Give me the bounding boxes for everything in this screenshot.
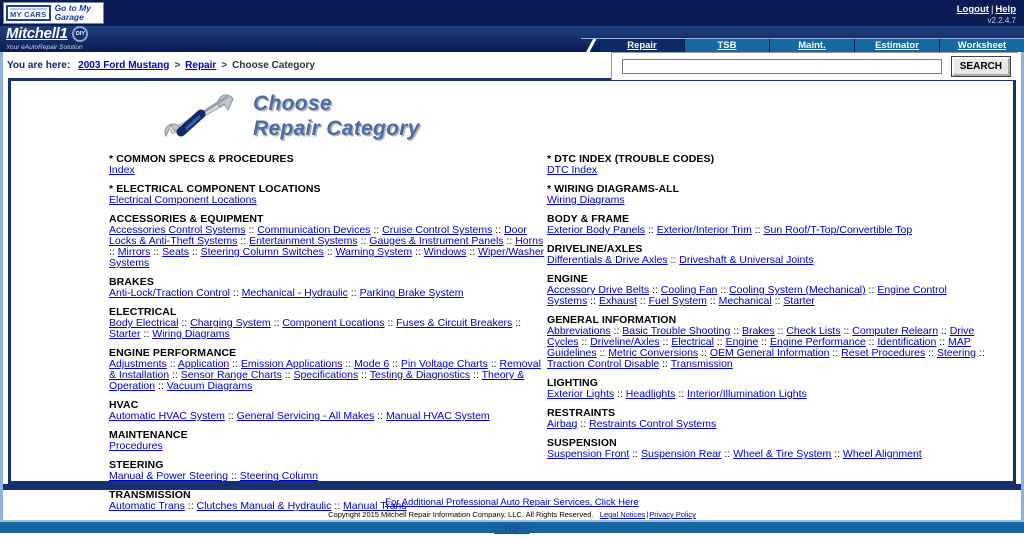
link-separator: :: (169, 369, 181, 381)
diy-badge-icon: DIY (72, 26, 88, 42)
category-link[interactable]: Application (177, 358, 230, 370)
link-separator: :: (610, 325, 623, 337)
category-link[interactable]: Exhaust (598, 295, 637, 307)
category-link[interactable]: Airbag (547, 418, 578, 430)
category-links (547, 255, 985, 266)
link-separator: :: (492, 224, 505, 236)
category-link[interactable]: Abbreviations (547, 325, 611, 337)
link-separator: :: (466, 246, 479, 258)
category-link[interactable]: Transmission (670, 358, 733, 370)
link-separator: :: (659, 336, 672, 348)
mitchell1-logo (6, 26, 88, 54)
category-link[interactable]: Removal & Installation (109, 358, 541, 381)
link-separator: :: (865, 336, 878, 348)
link-separator: :: (503, 235, 516, 247)
breadcrumb-current-page: Choose Category (232, 59, 315, 71)
category-section (109, 459, 547, 482)
link-separator: :: (925, 347, 937, 359)
breadcrumb-repair-link[interactable]: Repair (185, 59, 217, 71)
link-separator: :: (166, 358, 178, 370)
category-heading: ELECTRICAL (109, 306, 177, 318)
category-link[interactable]: Computer Relearn (852, 325, 939, 337)
category-link[interactable]: Steering Column Switches (200, 246, 324, 258)
link-separator: :: (155, 380, 167, 392)
brand-wordmark: Mitchell1 (6, 25, 68, 43)
link-separator: :: (237, 235, 250, 247)
category-links (547, 285, 985, 307)
category-link[interactable]: Seats (162, 246, 189, 258)
category-link[interactable]: Interior/Illumination Lights (687, 388, 807, 400)
category-link[interactable]: Check Lists (786, 325, 841, 337)
category-link[interactable]: OEM General Information (709, 347, 830, 359)
link-separator: :: (188, 246, 201, 258)
category-heading: LIGHTING (547, 377, 598, 389)
category-section (109, 306, 547, 340)
session-links (957, 4, 1016, 25)
category-link[interactable]: Driveshaft & Universal Joints (679, 254, 814, 266)
category-heading: TRANSMISSION (109, 489, 191, 501)
category-links (109, 411, 547, 422)
category-link[interactable]: Theory & Operation (109, 369, 525, 392)
link-separator: :: (629, 448, 641, 460)
category-link[interactable]: Mechanical (718, 295, 772, 307)
link-separator: :: (331, 500, 344, 512)
category-heading: RESTRAINTS (547, 407, 616, 419)
category-column-right (547, 153, 985, 519)
category-link[interactable]: Component Locations (282, 317, 385, 329)
link-separator: :: (358, 369, 370, 381)
link-separator: :: (577, 418, 590, 430)
link-separator: :: (224, 410, 237, 422)
category-link[interactable]: Mirrors (117, 246, 151, 258)
category-link[interactable]: Brakes (741, 325, 775, 337)
category-link[interactable]: Engine (725, 336, 759, 348)
category-links (547, 389, 985, 400)
category-link[interactable]: Body Electrical (109, 317, 179, 329)
top-bar (0, 0, 1024, 26)
category-link[interactable]: Mechanical - Hydraulic (241, 287, 348, 299)
link-separator: :: (374, 410, 386, 422)
category-section (547, 407, 985, 430)
my-garage-button[interactable] (3, 2, 104, 24)
link-separator: :: (184, 500, 197, 512)
category-section (547, 243, 985, 266)
help-link[interactable]: Help (995, 4, 1016, 15)
link-separator: :: (840, 325, 853, 337)
category-links (547, 326, 985, 370)
category-heading: GENERAL INFORMATION (547, 314, 677, 326)
go-to-my-garage-label: Go to My Garage (54, 3, 91, 22)
search-input[interactable] (622, 59, 942, 74)
category-link[interactable]: Wheel Alignment (842, 448, 922, 460)
link-separator: :: (342, 358, 355, 370)
category-heading: MAINTENANCE (109, 429, 188, 441)
category-link[interactable]: Engine Performance (769, 336, 866, 348)
link-separator: :: (347, 287, 360, 299)
link-separator: :: (229, 358, 241, 370)
category-link[interactable]: Fuel System (648, 295, 707, 307)
link-separator: :: (323, 246, 336, 258)
category-link[interactable]: Starter (783, 295, 815, 307)
category-link[interactable]: Manual & Power Steering (109, 470, 229, 482)
links-pipe: | (990, 4, 994, 15)
category-link[interactable]: Driveline/Axles (590, 336, 660, 348)
category-link[interactable]: Automatic Trans (109, 500, 185, 512)
category-link[interactable]: Electrical Component Locations (109, 194, 257, 206)
link-separator: :: (675, 388, 688, 400)
category-link[interactable]: Warning System (335, 246, 413, 258)
professional-services-link[interactable]: For Additional Professional Auto Repair Services, Click Here (385, 497, 639, 508)
link-separator: :: (645, 224, 657, 236)
category-link[interactable]: Drive Cycles (547, 325, 975, 348)
category-link[interactable]: Suspension Rear (640, 448, 722, 460)
category-links (109, 288, 547, 299)
category-link[interactable]: Emission Applications (240, 358, 343, 370)
category-link[interactable]: Mode 6 (354, 358, 390, 370)
link-separator: :: (730, 325, 742, 337)
category-link[interactable]: Traction Control Disable (547, 358, 660, 370)
link-separator: :: (357, 235, 370, 247)
link-separator: :: (150, 246, 163, 258)
tab-estimator[interactable]: Estimator (854, 39, 939, 52)
category-link[interactable]: Electrical (671, 336, 714, 348)
category-link[interactable]: Windows (423, 246, 467, 258)
link-separator: :: (771, 295, 784, 307)
category-link[interactable]: Fuses & Circuit Breakers (396, 317, 513, 329)
category-section (109, 213, 547, 269)
footer-pipe: | (646, 510, 649, 519)
category-link[interactable]: Reset Procedures (841, 347, 926, 359)
tab-bar (581, 38, 1024, 52)
category-link[interactable]: Wiper/Washer Systems (109, 246, 545, 269)
search-button[interactable]: SEARCH (952, 57, 1010, 76)
category-link[interactable]: Automatic HVAC System (109, 410, 225, 422)
category-heading: * COMMON SPECS & PROCEDURES (109, 153, 294, 165)
link-separator: :: (865, 284, 878, 296)
copyright-text: Copyright 2015 Mitchell Repair Information Company, LLC. All Rights Reserved. (328, 510, 594, 519)
link-separator: :: (829, 347, 842, 359)
link-separator: :: (512, 317, 522, 329)
category-link[interactable]: Cooling System (Mechanical) (729, 284, 866, 296)
category-heading: SUSPENSION (547, 437, 617, 449)
page-title-line2: Repair Category (253, 117, 420, 140)
link-separator: :: (614, 388, 626, 400)
category-heading: * ELECTRICAL COMPONENT LOCATIONS (109, 183, 321, 195)
logo-bar (0, 26, 1024, 52)
link-separator: :: (140, 328, 153, 340)
repair-tools-icon (161, 91, 239, 141)
breadcrumb-separator: > (174, 59, 181, 71)
link-separator: :: (751, 224, 764, 236)
link-separator: :: (938, 325, 950, 337)
category-link[interactable]: Wheel & Tire System (733, 448, 832, 460)
link-separator: :: (758, 336, 770, 348)
link-separator: :: (412, 246, 424, 258)
category-links (109, 165, 547, 176)
category-link[interactable]: Steering (936, 347, 976, 359)
category-heading: ACCESSORIES & EQUIPMENT (109, 213, 264, 225)
category-link[interactable]: Door Locks & Anti-Theft Systems (109, 224, 527, 247)
breadcrumb-vehicle-link[interactable]: 2003 Ford Mustang (78, 59, 170, 71)
category-links (109, 471, 547, 482)
link-separator: :: (228, 470, 240, 482)
link-separator: :: (831, 448, 843, 460)
tab-tsb[interactable]: TSB (684, 39, 769, 52)
category-links (109, 318, 547, 340)
category-link[interactable]: Cruise Control Systems (382, 224, 493, 236)
brand-tagline: Your eAutoRepair Solution (6, 44, 83, 51)
category-link[interactable]: Testing & Diagnostics (369, 369, 471, 381)
link-separator: :: (487, 358, 500, 370)
category-heading: STEERING (109, 459, 164, 471)
link-separator: :: (936, 336, 949, 348)
category-heading: * DTC INDEX (TROUBLE CODES) (547, 153, 715, 165)
category-link[interactable]: Adjustments (109, 358, 167, 370)
category-section (109, 183, 547, 206)
category-heading: HVAC (109, 399, 139, 411)
link-separator: :: (774, 325, 787, 337)
category-links (109, 195, 547, 206)
category-section (547, 377, 985, 400)
category-link[interactable]: Procedures (109, 440, 163, 452)
category-link[interactable]: Pin Voltage Charts (400, 358, 488, 370)
category-link[interactable]: Specifications (293, 369, 359, 381)
category-section (109, 153, 547, 176)
link-separator: :: (649, 284, 661, 296)
link-separator: :: (384, 317, 397, 329)
link-separator: :: (717, 284, 730, 296)
category-heading: ENGINE PERFORMANCE (109, 347, 237, 359)
category-link[interactable]: Sun Roof/T-Top/Convertible Top (763, 224, 913, 236)
category-link[interactable]: Cooling Fan (660, 284, 718, 296)
category-link[interactable]: Metric Conversions (608, 347, 699, 359)
category-link[interactable]: Steering Column (239, 470, 318, 482)
category-section (547, 183, 985, 206)
category-column-left (109, 153, 547, 519)
category-links (109, 441, 547, 452)
link-separator: :: (587, 295, 599, 307)
category-links (547, 449, 985, 460)
category-heading: BRAKES (109, 276, 154, 288)
category-link[interactable]: Wiring Diagrams (547, 194, 625, 206)
my-cars-plate-icon: MY CARS (6, 5, 51, 21)
category-link[interactable]: Manual HVAC System (386, 410, 490, 422)
tab-worksheet[interactable]: Worksheet (939, 39, 1024, 52)
link-separator: :: (975, 347, 985, 359)
version-label: v2.2.4.7 (987, 16, 1016, 25)
category-link[interactable]: MAP Guidelines (547, 336, 971, 359)
link-separator: :: (578, 336, 591, 348)
category-section (109, 429, 547, 452)
back-to-top-link[interactable]: :: TOP :: (494, 524, 530, 534)
category-section (547, 437, 985, 460)
category-link[interactable]: Anti-Lock/Traction Control (109, 287, 230, 299)
tab-slash-decoration (581, 39, 599, 52)
category-link[interactable]: Identification (877, 336, 937, 348)
link-separator: :: (370, 224, 383, 236)
category-section (109, 276, 547, 299)
link-separator: :: (270, 317, 283, 329)
category-link[interactable]: Vacuum Diagrams (166, 380, 253, 392)
link-separator: :: (659, 358, 671, 370)
category-heading: DRIVELINE/AXLES (547, 243, 643, 255)
link-separator: :: (667, 254, 680, 266)
page-body (0, 52, 1024, 534)
link-separator: :: (245, 224, 258, 236)
category-link[interactable]: Clutches Manual & Hydraulic (196, 500, 332, 512)
tab-maint[interactable]: Maint. (769, 39, 854, 52)
link-separator: :: (713, 336, 726, 348)
search-panel (611, 52, 1018, 80)
category-link[interactable]: Restraints Control Systems (589, 418, 717, 430)
category-links (109, 225, 547, 269)
category-link[interactable]: Charging System (190, 317, 271, 329)
category-link[interactable]: Communication Devices (257, 224, 371, 236)
category-link[interactable]: Index (109, 164, 135, 176)
legal-notices-link[interactable]: Legal Notices (599, 510, 646, 519)
link-separator: :: (178, 317, 191, 329)
category-link[interactable]: Horns (515, 235, 544, 247)
category-link[interactable]: Exterior/Interior Trim (656, 224, 752, 236)
category-section (547, 273, 985, 307)
category-link[interactable]: Accessories Control Systems (109, 224, 246, 236)
category-link[interactable]: Suspension Front (547, 448, 630, 460)
link-separator: :: (470, 369, 482, 381)
category-heading: * WIRING DIAGRAMS-ALL (547, 183, 680, 195)
link-separator: :: (698, 347, 710, 359)
link-separator: :: (281, 369, 294, 381)
link-separator: :: (230, 287, 242, 299)
category-link[interactable]: Parking Brake System (359, 287, 464, 299)
breadcrumb-separator: > (221, 59, 228, 71)
category-link[interactable]: Accessory Drive Belts (547, 284, 650, 296)
link-separator: :: (109, 246, 118, 258)
category-link[interactable]: Differentials & Drive Axles (547, 254, 668, 266)
category-link[interactable]: Manual Trans (343, 500, 407, 512)
category-link[interactable]: Gauges & Instrument Panels (369, 235, 504, 247)
logout-link[interactable]: Logout (956, 4, 989, 15)
link-separator: :: (636, 295, 649, 307)
page-title (253, 91, 420, 141)
category-section (547, 314, 985, 370)
link-separator: :: (389, 358, 401, 370)
category-link[interactable]: Sensor Range Charts (180, 369, 282, 381)
category-link[interactable]: Entertainment Systems (249, 235, 358, 247)
category-links (109, 359, 547, 392)
page-title-block (11, 81, 1013, 145)
category-links (547, 165, 985, 176)
link-separator: :: (721, 448, 734, 460)
category-section (547, 153, 985, 176)
category-link[interactable]: DTC Index (547, 164, 598, 176)
category-link[interactable]: Headlights (625, 388, 676, 400)
category-link[interactable]: Exterior Body Panels (547, 224, 646, 236)
category-links (547, 195, 985, 206)
category-section (109, 399, 547, 422)
category-section (547, 213, 985, 236)
category-link[interactable]: Basic Trouble Shooting (622, 325, 731, 337)
category-heading: BODY & FRAME (547, 213, 630, 225)
category-links (547, 419, 985, 430)
category-links (547, 225, 985, 236)
category-link[interactable]: Starter (109, 328, 141, 340)
category-section (109, 347, 547, 392)
category-link[interactable]: General Servicing - All Makes (236, 410, 375, 422)
category-heading: ENGINE (547, 273, 588, 285)
page-title-line1: Choose (253, 92, 332, 115)
category-link[interactable]: Exterior Lights (547, 388, 615, 400)
breadcrumb-prefix: You are here: (7, 59, 71, 71)
link-separator: :: (706, 295, 719, 307)
category-link[interactable]: Wiring Diagrams (152, 328, 230, 340)
privacy-policy-link[interactable]: Privacy Policy (649, 510, 696, 519)
tab-repair[interactable]: Repair (599, 39, 684, 52)
category-columns (11, 153, 1013, 519)
link-separator: :: (596, 347, 609, 359)
category-link[interactable]: Engine Control Systems (547, 284, 947, 307)
